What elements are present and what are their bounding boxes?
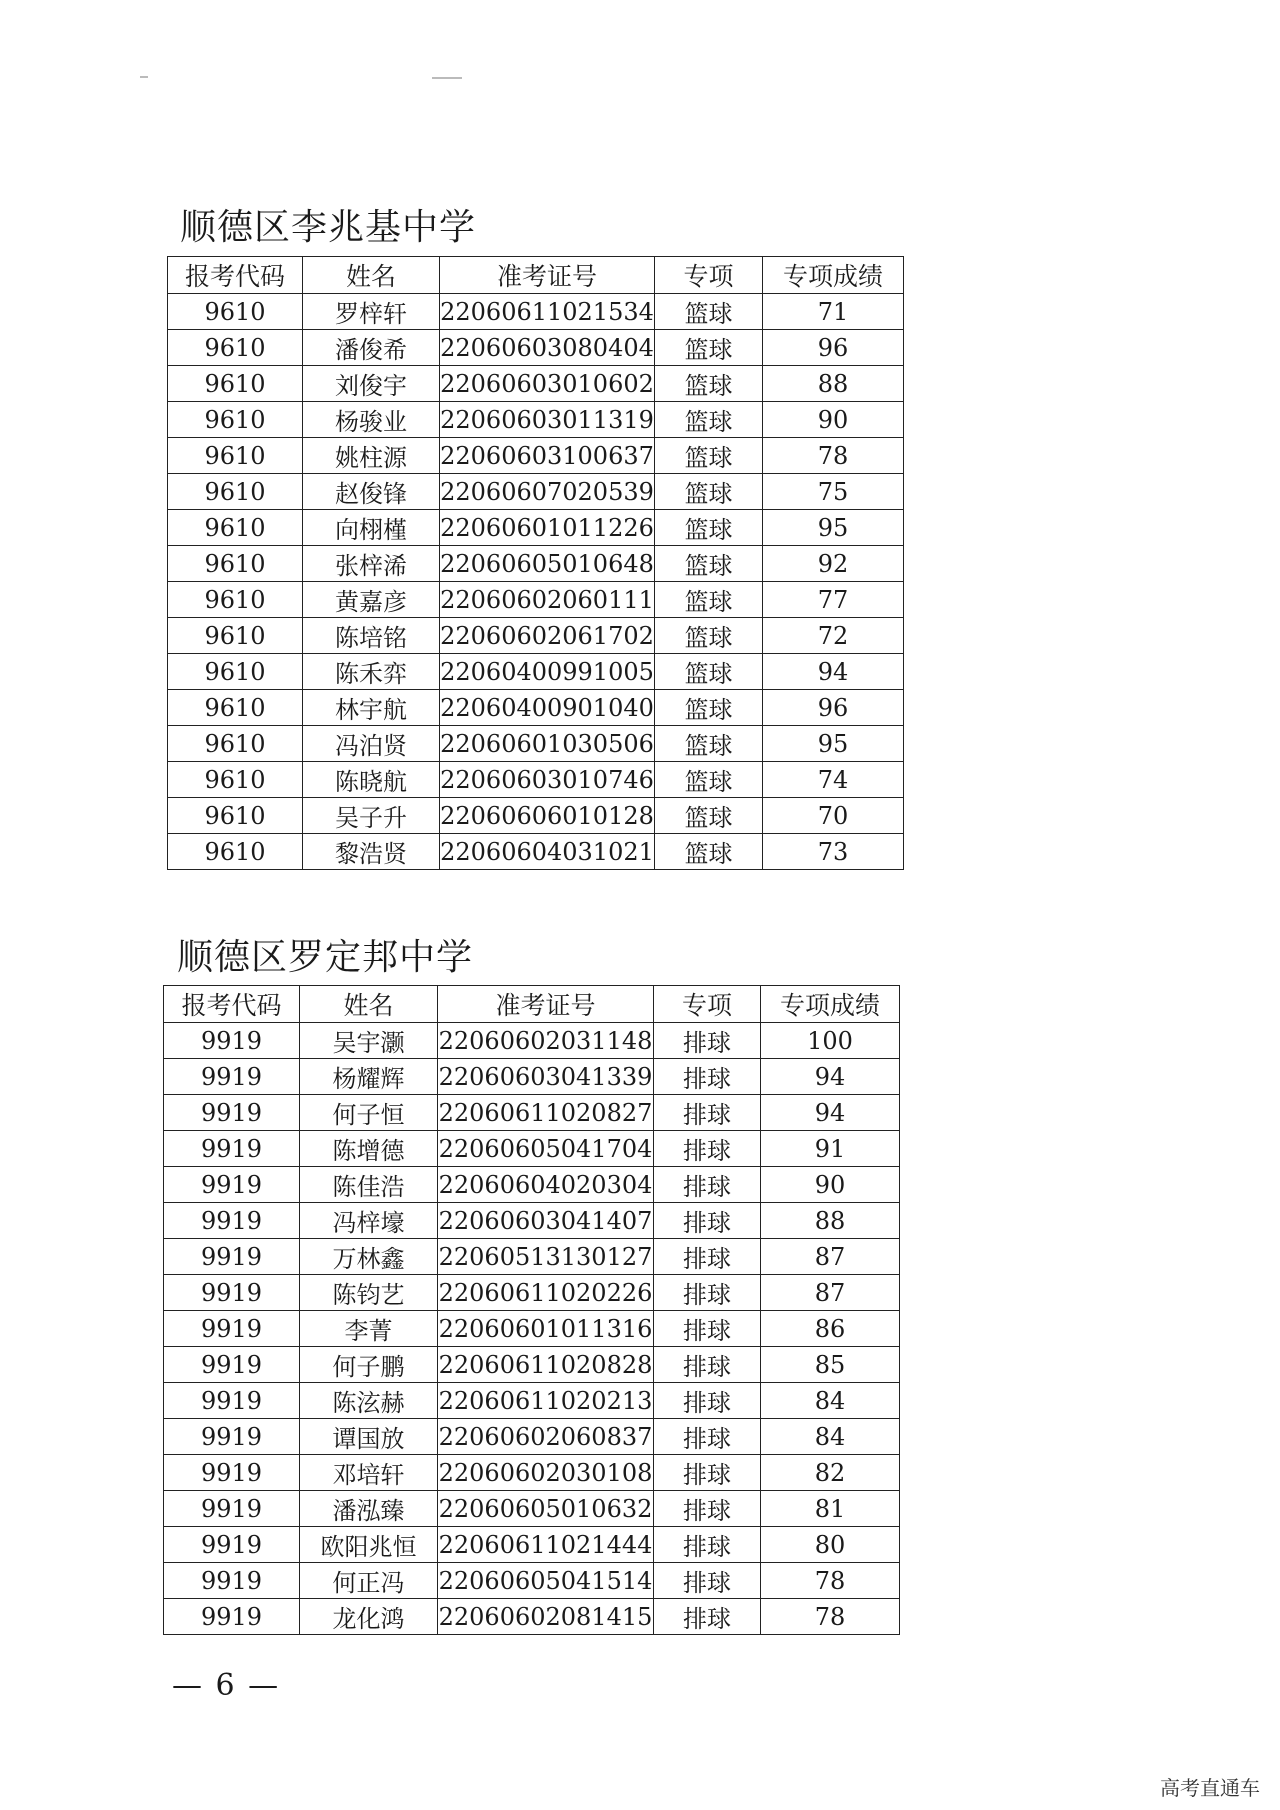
header-name: 姓名 [303, 257, 440, 294]
header-specialty: 专项 [654, 986, 761, 1023]
cell-admission-number: 22060605010632 [438, 1491, 654, 1527]
cell-admission-number: 22060603041339 [438, 1059, 654, 1095]
cell-exam-code: 9610 [168, 402, 303, 438]
cell-exam-code: 9919 [164, 1023, 300, 1059]
cell-score: 94 [761, 1095, 900, 1131]
cell-name: 潘泓臻 [300, 1491, 438, 1527]
table-row [164, 1095, 900, 1131]
cell-specialty: 排球 [654, 1311, 761, 1347]
watermark: 高考直通车 [1160, 1776, 1260, 1800]
cell-name: 龙化鸿 [300, 1599, 438, 1635]
cell-name: 陈禾弈 [303, 654, 440, 690]
table-body-2 [164, 1023, 900, 1635]
table-row [168, 438, 904, 474]
table-row [164, 1383, 900, 1419]
cell-exam-code: 9919 [164, 1131, 300, 1167]
table-body-1 [168, 294, 904, 870]
cell-score: 80 [761, 1527, 900, 1563]
cell-name: 姚柱源 [303, 438, 440, 474]
table-row [164, 1599, 900, 1635]
cell-admission-number: 22060601011316 [438, 1311, 654, 1347]
table-row [168, 834, 904, 870]
cell-name: 何正冯 [300, 1563, 438, 1599]
cell-admission-number: 22060601011226 [440, 510, 655, 546]
section-title-2: 顺德区罗定邦中学 [177, 937, 474, 978]
cell-score: 94 [761, 1059, 900, 1095]
cell-exam-code: 9610 [168, 726, 303, 762]
cell-admission-number: 22060602031148 [438, 1023, 654, 1059]
table-row [164, 1311, 900, 1347]
cell-exam-code: 9610 [168, 474, 303, 510]
cell-score: 94 [763, 654, 904, 690]
cell-specialty: 篮球 [655, 438, 763, 474]
cell-score: 90 [761, 1167, 900, 1203]
table-row [168, 654, 904, 690]
cell-exam-code: 9919 [164, 1311, 300, 1347]
table-row [164, 1527, 900, 1563]
cell-admission-number: 22060400901040 [440, 690, 655, 726]
cell-name: 潘俊希 [303, 330, 440, 366]
cell-name: 吴子升 [303, 798, 440, 834]
cell-name: 黎浩贤 [303, 834, 440, 870]
cell-exam-code: 9610 [168, 294, 303, 330]
cell-specialty: 排球 [654, 1275, 761, 1311]
cell-score: 90 [763, 402, 904, 438]
cell-admission-number: 22060611020226 [438, 1275, 654, 1311]
header-admission-number: 准考证号 [438, 986, 654, 1023]
cell-score: 87 [761, 1275, 900, 1311]
cell-score: 95 [763, 510, 904, 546]
cell-admission-number: 22060603010602 [440, 366, 655, 402]
cell-admission-number: 22060605041514 [438, 1563, 654, 1599]
table-row [168, 582, 904, 618]
cell-score: 91 [761, 1131, 900, 1167]
cell-specialty: 篮球 [655, 402, 763, 438]
cell-exam-code: 9610 [168, 762, 303, 798]
cell-name: 邓培轩 [300, 1455, 438, 1491]
cell-exam-code: 9919 [164, 1203, 300, 1239]
table-row [164, 1491, 900, 1527]
cell-score: 77 [763, 582, 904, 618]
cell-admission-number: 22060611021534 [440, 294, 655, 330]
cell-specialty: 排球 [654, 1419, 761, 1455]
cell-name: 刘俊宇 [303, 366, 440, 402]
cell-name: 罗梓轩 [303, 294, 440, 330]
cell-admission-number: 22060611021444 [438, 1527, 654, 1563]
cell-score: 87 [761, 1239, 900, 1275]
cell-name: 李菁 [300, 1311, 438, 1347]
cell-name: 黄嘉彦 [303, 582, 440, 618]
table-row [168, 618, 904, 654]
cell-score: 84 [761, 1383, 900, 1419]
cell-name: 吴宇灏 [300, 1023, 438, 1059]
cell-name: 陈钧艺 [300, 1275, 438, 1311]
cell-specialty: 篮球 [655, 330, 763, 366]
cell-specialty: 篮球 [655, 618, 763, 654]
table-row [168, 726, 904, 762]
header-exam-code: 报考代码 [164, 986, 300, 1023]
table-row [168, 330, 904, 366]
cell-exam-code: 9610 [168, 618, 303, 654]
cell-admission-number: 22060603010746 [440, 762, 655, 798]
cell-name: 何子鹏 [300, 1347, 438, 1383]
cell-specialty: 排球 [654, 1023, 761, 1059]
cell-specialty: 篮球 [655, 546, 763, 582]
cell-admission-number: 22060513130127 [438, 1239, 654, 1275]
score-table-1 [167, 256, 904, 870]
cell-admission-number: 22060602081415 [438, 1599, 654, 1635]
cell-admission-number: 22060601030506 [440, 726, 655, 762]
table-row [164, 1203, 900, 1239]
cell-score: 85 [761, 1347, 900, 1383]
cell-specialty: 篮球 [655, 474, 763, 510]
cell-admission-number: 22060611020213 [438, 1383, 654, 1419]
cell-specialty: 排球 [654, 1203, 761, 1239]
header-specialty-score: 专项成绩 [763, 257, 904, 294]
cell-admission-number: 22060611020827 [438, 1095, 654, 1131]
table-row [168, 474, 904, 510]
cell-exam-code: 9919 [164, 1455, 300, 1491]
cell-specialty: 排球 [654, 1491, 761, 1527]
cell-exam-code: 9610 [168, 834, 303, 870]
cell-score: 95 [763, 726, 904, 762]
table-row [164, 1239, 900, 1275]
cell-score: 100 [761, 1023, 900, 1059]
table-row [168, 690, 904, 726]
cell-name: 陈培铭 [303, 618, 440, 654]
table-row [164, 1563, 900, 1599]
table-row [168, 546, 904, 582]
cell-score: 78 [761, 1599, 900, 1635]
cell-exam-code: 9919 [164, 1347, 300, 1383]
table-row [168, 402, 904, 438]
header-specialty-score: 专项成绩 [761, 986, 900, 1023]
cell-specialty: 篮球 [655, 582, 763, 618]
cell-score: 74 [763, 762, 904, 798]
cell-name: 陈佳浩 [300, 1167, 438, 1203]
cell-admission-number: 22060611020828 [438, 1347, 654, 1383]
header-admission-number: 准考证号 [440, 257, 655, 294]
cell-admission-number: 22060606010128 [440, 798, 655, 834]
cell-score: 81 [761, 1491, 900, 1527]
cell-exam-code: 9610 [168, 798, 303, 834]
cell-admission-number: 22060602060111 [440, 582, 655, 618]
cell-specialty: 篮球 [655, 294, 763, 330]
header-name: 姓名 [300, 986, 438, 1023]
cell-specialty: 篮球 [655, 510, 763, 546]
cell-exam-code: 9919 [164, 1275, 300, 1311]
table-header-row [164, 986, 900, 1023]
cell-admission-number: 22060603041407 [438, 1203, 654, 1239]
table-row [164, 1131, 900, 1167]
cell-admission-number: 22060400991005 [440, 654, 655, 690]
cell-specialty: 排球 [654, 1383, 761, 1419]
cell-name: 赵俊锋 [303, 474, 440, 510]
cell-exam-code: 9919 [164, 1419, 300, 1455]
cell-exam-code: 9610 [168, 438, 303, 474]
table-row [168, 294, 904, 330]
table-row [164, 1455, 900, 1491]
cell-specialty: 排球 [654, 1347, 761, 1383]
cell-score: 96 [763, 690, 904, 726]
cell-name: 谭国放 [300, 1419, 438, 1455]
cell-specialty: 篮球 [655, 690, 763, 726]
cell-name: 杨骏业 [303, 402, 440, 438]
cell-specialty: 排球 [654, 1167, 761, 1203]
cell-name: 杨耀辉 [300, 1059, 438, 1095]
cell-score: 78 [763, 438, 904, 474]
cell-specialty: 排球 [654, 1455, 761, 1491]
cell-name: 万林鑫 [300, 1239, 438, 1275]
cell-score: 96 [763, 330, 904, 366]
cell-admission-number: 22060605041704 [438, 1131, 654, 1167]
cell-specialty: 排球 [654, 1563, 761, 1599]
cell-score: 84 [761, 1419, 900, 1455]
cell-name: 陈晓航 [303, 762, 440, 798]
cell-name: 林宇航 [303, 690, 440, 726]
cell-specialty: 排球 [654, 1239, 761, 1275]
cell-score: 72 [763, 618, 904, 654]
cell-name: 冯梓壕 [300, 1203, 438, 1239]
cell-score: 75 [763, 474, 904, 510]
cell-specialty: 篮球 [655, 834, 763, 870]
cell-admission-number: 22060604020304 [438, 1167, 654, 1203]
table-header-row [168, 257, 904, 294]
cell-score: 88 [763, 366, 904, 402]
header-specialty: 专项 [655, 257, 763, 294]
cell-name: 陈增德 [300, 1131, 438, 1167]
cell-name: 欧阳兆恒 [300, 1527, 438, 1563]
page-number: — 6 — [172, 1668, 281, 1703]
cell-name: 张梓浠 [303, 546, 440, 582]
cell-admission-number: 22060603011319 [440, 402, 655, 438]
cell-specialty: 排球 [654, 1527, 761, 1563]
cell-name: 何子恒 [300, 1095, 438, 1131]
cell-specialty: 排球 [654, 1131, 761, 1167]
table-row [164, 1347, 900, 1383]
cell-exam-code: 9610 [168, 690, 303, 726]
cell-admission-number: 22060603080404 [440, 330, 655, 366]
table-row [164, 1419, 900, 1455]
cell-score: 78 [761, 1563, 900, 1599]
cell-exam-code: 9919 [164, 1383, 300, 1419]
cell-exam-code: 9919 [164, 1599, 300, 1635]
cell-score: 71 [763, 294, 904, 330]
table-row [164, 1275, 900, 1311]
table-row [168, 762, 904, 798]
cell-specialty: 排球 [654, 1599, 761, 1635]
cell-exam-code: 9919 [164, 1491, 300, 1527]
cell-exam-code: 9919 [164, 1059, 300, 1095]
score-table-2 [163, 985, 900, 1635]
cell-specialty: 篮球 [655, 762, 763, 798]
cell-exam-code: 9919 [164, 1167, 300, 1203]
cell-admission-number: 22060602030108 [438, 1455, 654, 1491]
cell-admission-number: 22060603100637 [440, 438, 655, 474]
cell-exam-code: 9610 [168, 654, 303, 690]
header-exam-code: 报考代码 [168, 257, 303, 294]
cell-exam-code: 9610 [168, 510, 303, 546]
cell-exam-code: 9919 [164, 1563, 300, 1599]
cell-admission-number: 22060605010648 [440, 546, 655, 582]
cell-admission-number: 22060604031021 [440, 834, 655, 870]
cell-score: 86 [761, 1311, 900, 1347]
cell-admission-number: 22060602061702 [440, 618, 655, 654]
cell-exam-code: 9919 [164, 1239, 300, 1275]
cell-exam-code: 9919 [164, 1095, 300, 1131]
cell-exam-code: 9610 [168, 330, 303, 366]
cell-exam-code: 9610 [168, 546, 303, 582]
cell-specialty: 篮球 [655, 726, 763, 762]
table-row [164, 1023, 900, 1059]
section-title-1: 顺德区李兆基中学 [180, 207, 477, 248]
table-row [168, 510, 904, 546]
table-row [164, 1059, 900, 1095]
table-row [164, 1167, 900, 1203]
cell-specialty: 排球 [654, 1059, 761, 1095]
cell-exam-code: 9919 [164, 1527, 300, 1563]
cell-score: 82 [761, 1455, 900, 1491]
cell-specialty: 篮球 [655, 654, 763, 690]
cell-name: 冯泊贤 [303, 726, 440, 762]
cell-admission-number: 22060607020539 [440, 474, 655, 510]
cell-specialty: 篮球 [655, 366, 763, 402]
cell-specialty: 篮球 [655, 798, 763, 834]
table-row [168, 798, 904, 834]
cell-name: 向栩槿 [303, 510, 440, 546]
cell-exam-code: 9610 [168, 366, 303, 402]
cell-score: 70 [763, 798, 904, 834]
cell-specialty: 排球 [654, 1095, 761, 1131]
table-row [168, 366, 904, 402]
cell-score: 73 [763, 834, 904, 870]
cell-score: 92 [763, 546, 904, 582]
cell-name: 陈泫赫 [300, 1383, 438, 1419]
cell-score: 88 [761, 1203, 900, 1239]
cell-exam-code: 9610 [168, 582, 303, 618]
cell-admission-number: 22060602060837 [438, 1419, 654, 1455]
